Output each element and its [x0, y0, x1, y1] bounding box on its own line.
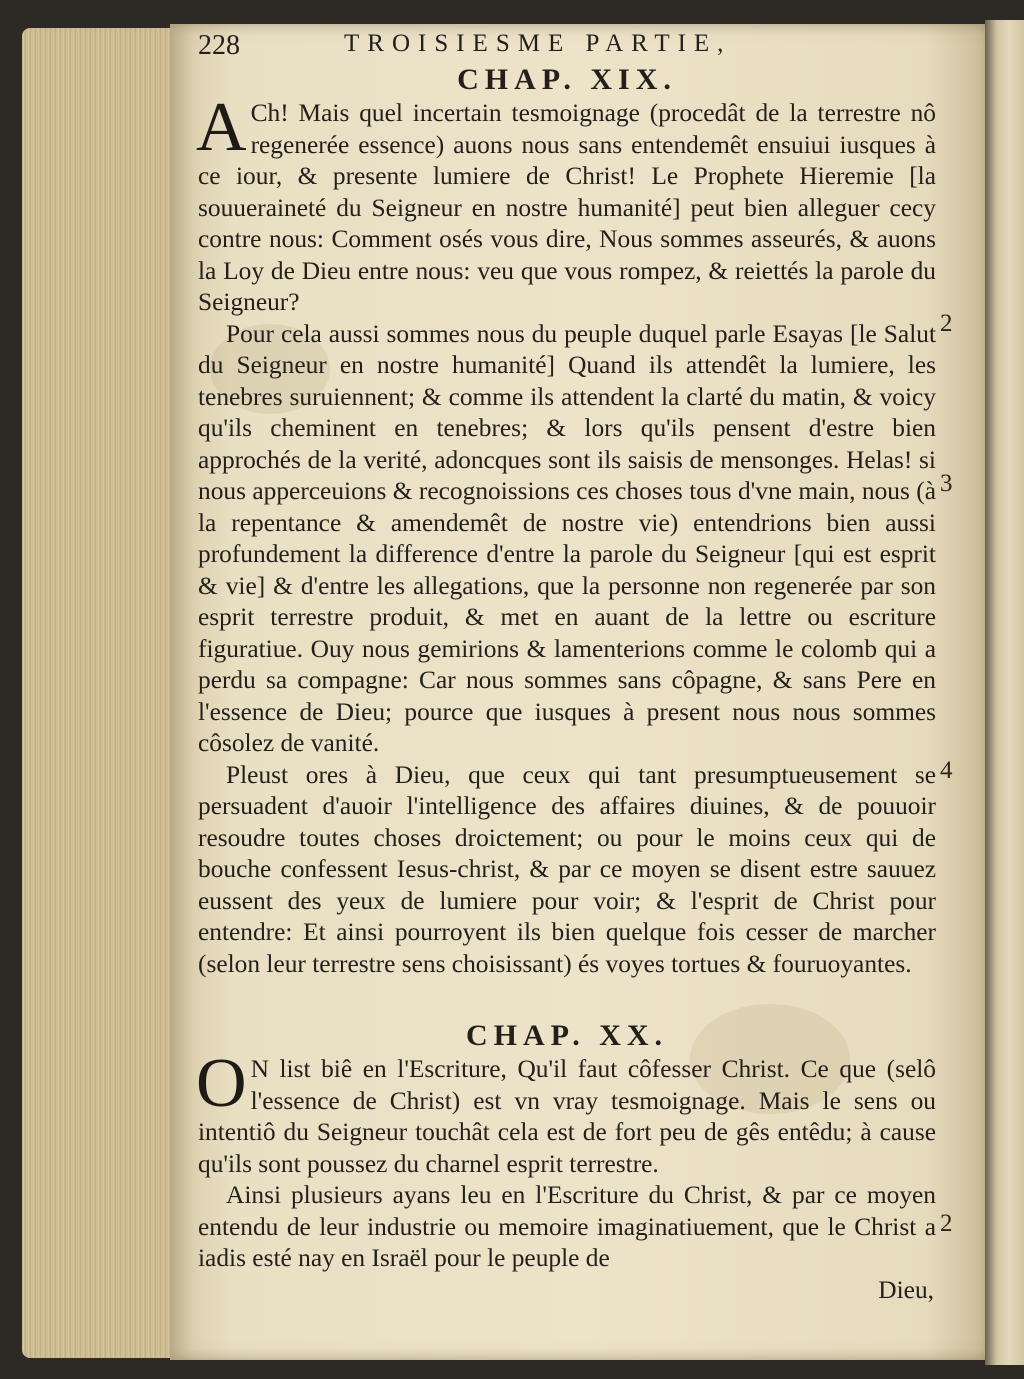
drop-cap-a: A: [196, 89, 247, 166]
catchword: Dieu,: [878, 1275, 934, 1304]
chapter-19-paragraph-2: Pour cela aussi sommes nous du peuple duquel parle Esayas [le Salut du Seigneur en nostre humanité] Quand ils attendêt la lumiere, les tenebres suruiennent; & comme ils attendent la clarté du matin, & voicy qu'ils cheminent en tenebres; & lors qu'ils pensent d'estre bien approchés de la verité, adoncques sont ils saisis de mensonges. Helas! si nous apperceuions & recognoissions ces choses tous d'vne main, nous (à la repentance & amendemêt de nostre vie) entendrions bien aussi profundement la difference d'entre la parole du Seigneur [qui est esprit & vie] & d'entre les allegations, que la personne non regenerée par son esprit terrestre produit, & met en auant de la lettre ou escriture figuratiue. Ouy nous gemirions & lamenterions comme le colomb qui a perdu sa compagne: Car nous sommes sans côpagne, & sans Pere en l'essence de Dieu; pource que iusques à present nous nous sommes côsolez de vanité.: [198, 319, 936, 757]
facing-page-sliver: [985, 20, 1024, 1365]
running-title: TROISIESME PARTIE,: [344, 30, 732, 57]
margin-number: 2: [940, 1210, 953, 1237]
chapter-19-paragraph-1: A Ch! Mais quel incertain tesmoignage (procedât de la terrestre nô regenerée essence) auons nous sans entendemêt ensuiui iusques à ce iour, & presente lumiere de Christ! Le Prophete Hieremie [la souueraineté du Seigneur en nostre humanité] peut bien alleguer cecy contre nous: Comment osés vous dire, Nous sommes asseurés, & auons la Loy de Dieu entre nous: veu que vous rompez, & reiettés la parole du Seigneur?: [196, 89, 936, 316]
chapter-19-paragraph-3: Pleust ores à Dieu, que ceux qui tant presumptueusement se persuadent d'auoir l'intelligence des affaires diuines, & de pouuoir resoudre toutes choses droictement; ou pour le moins ceux qui de bouche confessent Iesus-christ, & par ce moyen se disent estre sauuez eussent des yeux de lumiere pour voir; & l'esprit de Christ pour entendre: Et ainsi pourroyent ils bien quelque fois cesser de marcher (selon leur terrestre sens choisissant) és voyes tortues & fouruoyantes.: [198, 760, 936, 978]
margin-number: 4: [940, 757, 953, 784]
page-number: 228: [198, 30, 240, 61]
page-text: [196, 22, 953, 1306]
chapter-20-paragraph-1: O N list biê en l'Escriture, Qu'il faut côfesser Christ. Ce que (selô l'essence de Christ) est vn vray tesmoignage. Mais le sens ou intentiô du Seigneur touchât cela est de fort peu de gês entêdu; à cause qu'ils sont poussez du charnel esprit terrestre.: [196, 1045, 936, 1178]
margin-number: 3: [940, 470, 953, 497]
running-head: [198, 22, 936, 62]
page-edges: [22, 28, 192, 1358]
margin-number: 2: [940, 310, 953, 337]
chapter-20-heading: CHAP. XX.: [465, 1019, 669, 1052]
chapter-19-heading: CHAP. XIX.: [457, 63, 677, 96]
drop-cap-o: O: [196, 1045, 247, 1122]
chapter-20-paragraph-2: Ainsi plusieurs ayans leu en l'Escriture du Christ, & par ce moyen entendu de leur industrie ou memoire imaginatiuement, que le Christ a iadis esté nay en Israël pour le peuple de: [198, 1181, 936, 1272]
